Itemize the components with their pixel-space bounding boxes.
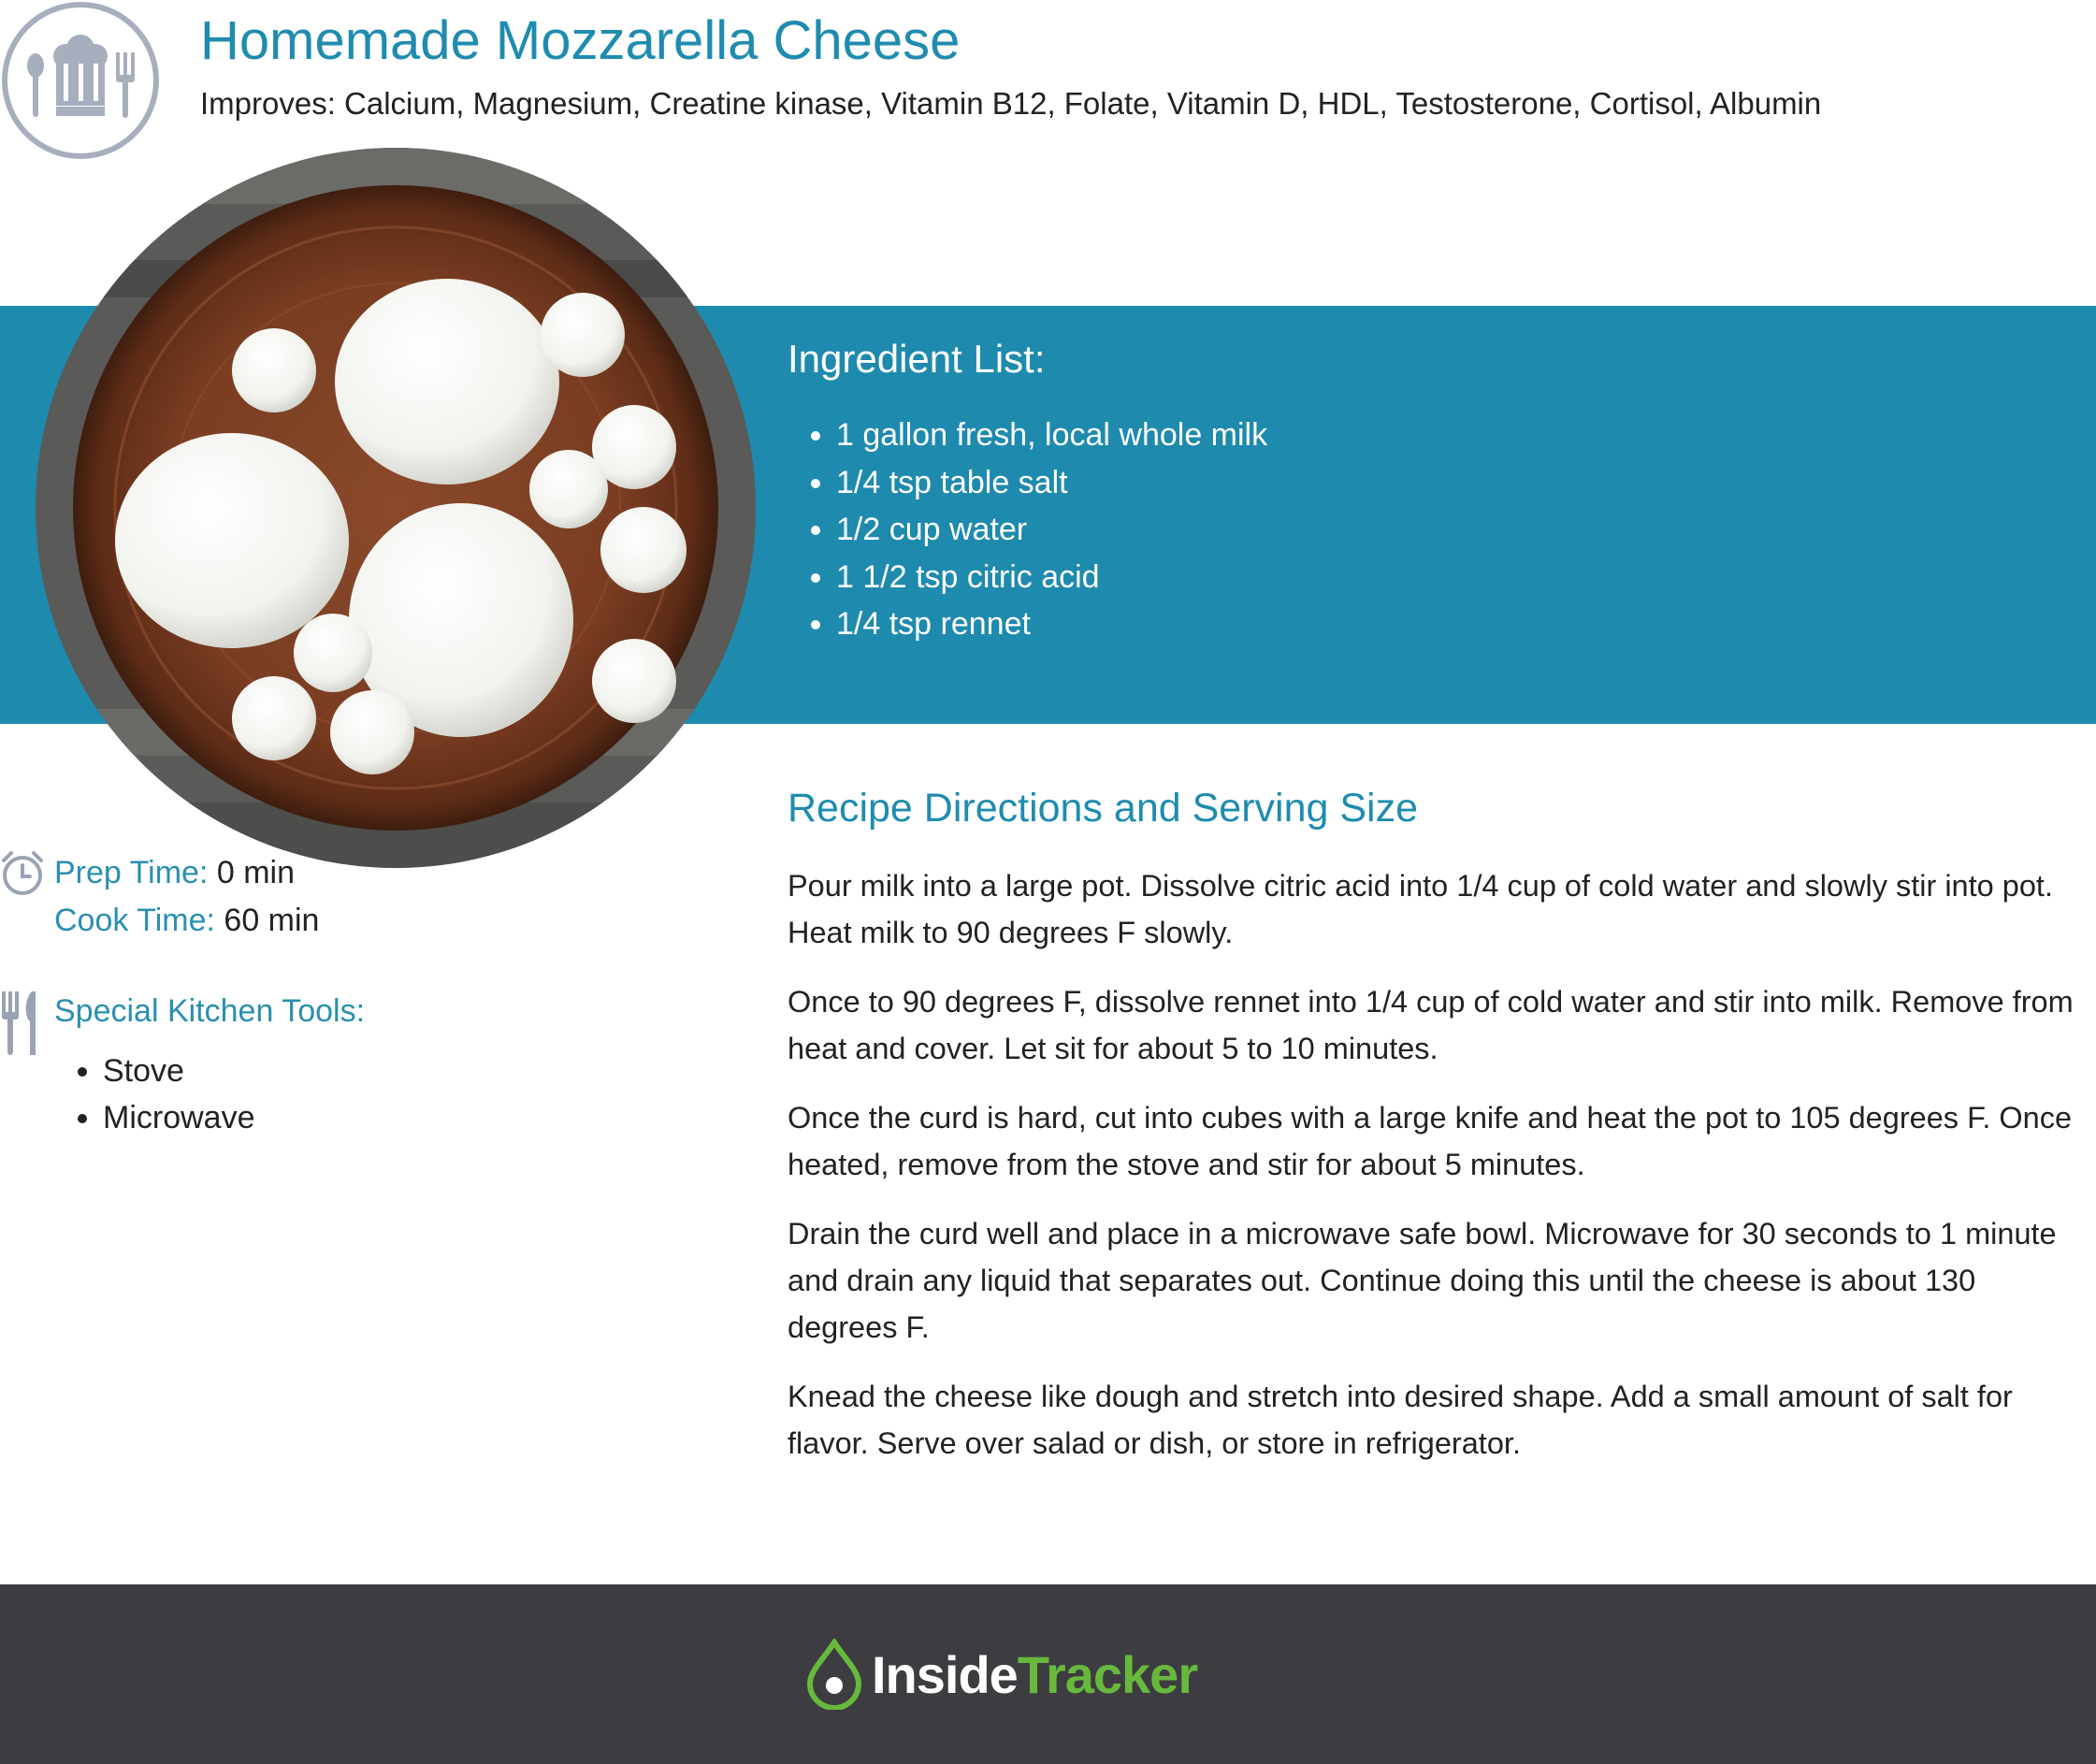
ingredient-item: • 1/4 tsp rennet	[836, 600, 1267, 648]
ingredient-item: • 1 gallon fresh, local whole milk	[836, 412, 1267, 459]
brand-name-inside: Inside	[872, 1644, 1018, 1704]
insidetracker-logo[interactable]	[804, 1639, 1197, 1710]
prep-time	[54, 855, 295, 891]
brand-name-tracker: Tracker	[1017, 1644, 1198, 1704]
ingredient-item: • 1/4 tsp table salt	[836, 459, 1267, 507]
chef-hat-utensils-icon	[0, 0, 161, 161]
direction-step: Once the curd is hard, cut into cubes with a large knife and heat the pot to 105 degrees F. Once heated, remove from the stove and stir for about 5 minutes.	[788, 1101, 2073, 1181]
cook-time-label: Cook Time:	[54, 903, 215, 938]
direction-step: Drain the curd well and place in a microwave safe bowl. Microwave for 30 seconds to 1 minute and drain any liquid that separates out. Continue doing this until the cheese is about 130 degrees F.	[788, 1217, 2057, 1344]
ingredient-item: • 1/2 cup water	[836, 506, 1267, 554]
cook-time	[54, 903, 319, 939]
alarm-clock-icon	[0, 849, 45, 898]
droplet-logo-icon	[804, 1639, 864, 1710]
recipe-photo	[36, 148, 756, 868]
kitchen-tool-item: • Microwave	[103, 1094, 254, 1141]
ingredient-list	[788, 412, 1267, 648]
kitchen-tools-list	[56, 1048, 254, 1141]
brand-name	[872, 1644, 1197, 1705]
direction-step: Knead the cheese like dough and stretch into desired shape. Add a small amount of salt for flavor. Serve over salad or dish, or store in refrigerator.	[788, 1380, 2013, 1460]
direction-step: Pour milk into a large pot. Dissolve citric acid into 1/4 cup of cold water and slowly stir into pot. Heat milk to 90 degrees F slowly.	[788, 869, 2053, 949]
directions-title: Recipe Directions and Serving Size	[788, 786, 1418, 831]
cook-time-value: 60 min	[224, 903, 320, 938]
recipe-title: Homemade Mozzarella Cheese	[200, 10, 961, 71]
fork-knife-icon	[0, 990, 39, 1057]
kitchen-tool-item: • Stove	[103, 1048, 254, 1094]
directions-body	[788, 862, 2092, 1489]
ingredient-item: • 1 1/2 tsp citric acid	[836, 554, 1267, 601]
prep-time-label: Prep Time:	[54, 855, 209, 890]
prep-time-value: 0 min	[216, 855, 295, 890]
direction-step: Once to 90 degrees F, dissolve rennet into 1/4 cup of cold water and stir into milk. Remove from heat and cover. Let sit for about 5 to 10 minutes.	[788, 985, 2074, 1065]
kitchen-tools-title: Special Kitchen Tools:	[54, 993, 366, 1029]
ingredient-list-title: Ingredient List:	[788, 337, 1046, 381]
improves-line: Improves: Calcium, Magnesium, Creatine kinase, Vitamin B12, Folate, Vitamin D, HDL, Testosterone, Cortisol, Albumin	[200, 86, 1822, 121]
